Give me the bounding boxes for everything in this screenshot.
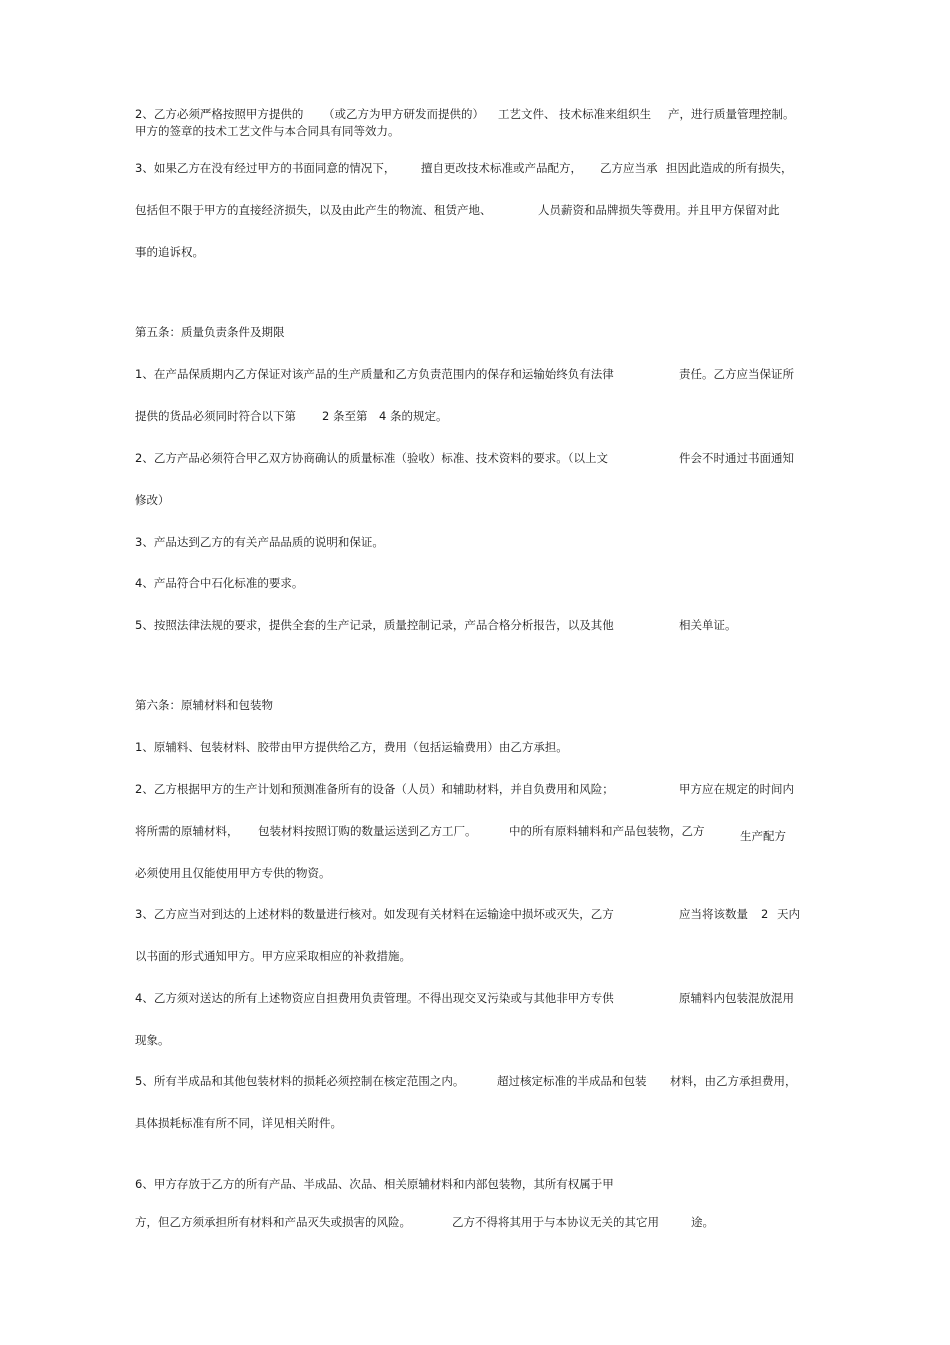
text-segment: 乙方不得将其用于与本协议无关的其它用 bbox=[452, 1215, 659, 1229]
text-segment: 3、如果乙方在没有经过甲方的书面同意的情况下， bbox=[135, 161, 396, 175]
text-segment: 5、按照法律法规的要求，提供全套的生产记录，质量控制记录，产品合格分析报告，以及其他 bbox=[135, 618, 614, 632]
text-segment: 甲方应在规定的时间内 bbox=[679, 782, 794, 796]
text-segment: 事的追诉权。 bbox=[135, 245, 204, 259]
text-segment: 4、乙方须对送达的所有上述物资应自担费用负责管理。不得出现交叉污染或与其他非甲方专供 bbox=[135, 991, 614, 1005]
text-segment: 5、所有半成品和其他包装材料的损耗必须控制在核定范围之内。 bbox=[135, 1074, 465, 1088]
text-segment: 2 条至第 bbox=[322, 409, 368, 423]
text-segment: 生产配方 bbox=[740, 829, 786, 843]
text-segment: 工艺文件、 技术标准来组织生 bbox=[498, 107, 652, 121]
text-segment: 1、原辅料、包装材料、胶带由甲方提供给乙方，费用（包括运输费用）由乙方承担。 bbox=[135, 740, 568, 754]
text-segment: 3、乙方应当对到达的上述材料的数量进行核对。如发现有关材料在运输途中损坏或灭失，乙方 bbox=[135, 907, 614, 921]
text-segment: 担因此造成的所有损失， bbox=[666, 161, 793, 175]
text-segment: 乙方应当承 bbox=[600, 161, 658, 175]
text-segment: 材料，由乙方承担费用， bbox=[670, 1074, 797, 1088]
section-heading: 第五条：质量负责条件及期限 bbox=[135, 325, 285, 339]
text-segment: 中的所有原料辅料和产品包装物，乙方 bbox=[509, 824, 705, 838]
text-segment: 应当将该数量 bbox=[679, 907, 748, 921]
text-segment: 超过核定标准的半成品和包装 bbox=[497, 1074, 647, 1088]
text-segment: 产，进行质量管理控制。 bbox=[668, 107, 795, 121]
text-segment: 途。 bbox=[691, 1215, 714, 1229]
text-segment: 包装材料按照订购的数量运送到乙方工厂。 bbox=[258, 824, 477, 838]
text-segment: 提供的货品必须同时符合以下第 bbox=[135, 409, 296, 423]
text-segment: 4 条的规定。 bbox=[379, 409, 448, 423]
text-segment: 修改） bbox=[135, 493, 170, 507]
text-segment: 相关单证。 bbox=[679, 618, 737, 632]
text-segment: 2 bbox=[761, 907, 769, 921]
text-segment: 以书面的形式通知甲方。甲方应采取相应的补救措施。 bbox=[135, 949, 411, 963]
text-segment: 3、产品达到乙方的有关产品品质的说明和保证。 bbox=[135, 535, 384, 549]
text-segment: 4、产品符合中石化标准的要求。 bbox=[135, 576, 304, 590]
text-segment: 将所需的原辅材料， bbox=[135, 824, 239, 838]
text-segment: 包括但不限于甲方的直接经济损失，以及由此产生的物流、租赁产地、 bbox=[135, 203, 492, 217]
text-segment: 原辅料内包装混放混用 bbox=[679, 991, 794, 1005]
text-segment: （或乙方为甲方研发而提供的） bbox=[323, 107, 484, 121]
section-heading: 第六条：原辅材料和包装物 bbox=[135, 698, 273, 712]
text-segment: 甲方的签章的技术工艺文件与本合同具有同等效力。 bbox=[135, 124, 400, 138]
text-segment: 人员薪资和品牌损失等费用。并且甲方保留对此 bbox=[538, 203, 780, 217]
text-segment: 6、甲方存放于乙方的所有产品、半成品、次品、相关原辅材料和内部包装物，其所有权属于甲 bbox=[135, 1177, 614, 1191]
text-segment: 件会不时通过书面通知 bbox=[679, 451, 794, 465]
text-segment: 2、乙方产品必须符合甲乙双方协商确认的质量标准（验收）标准、技术资料的要求。（以上文 bbox=[135, 451, 609, 465]
text-segment: 1、在产品保质期内乙方保证对该产品的生产质量和乙方负责范围内的保存和运输始终负有法律 bbox=[135, 367, 614, 381]
text-segment: 必须使用且仅能使用甲方专供的物资。 bbox=[135, 866, 331, 880]
text-segment: 现象。 bbox=[135, 1033, 170, 1047]
text-segment: 擅自更改技术标准或产品配方， bbox=[421, 161, 582, 175]
text-segment: 责任。乙方应当保证所 bbox=[679, 367, 794, 381]
text-segment: 具体损耗标准有所不同，详见相关附件。 bbox=[135, 1116, 342, 1130]
text-segment: 2、乙方必须严格按照甲方提供的 bbox=[135, 107, 304, 121]
text-segment: 天内 bbox=[777, 907, 800, 921]
text-segment: 方，但乙方须承担所有材料和产品灭失或损害的风险。 bbox=[135, 1215, 411, 1229]
text-segment: 2、乙方根据甲方的生产计划和预测准备所有的设备（人员）和辅助材料，并自负费用和风险； bbox=[135, 782, 614, 796]
